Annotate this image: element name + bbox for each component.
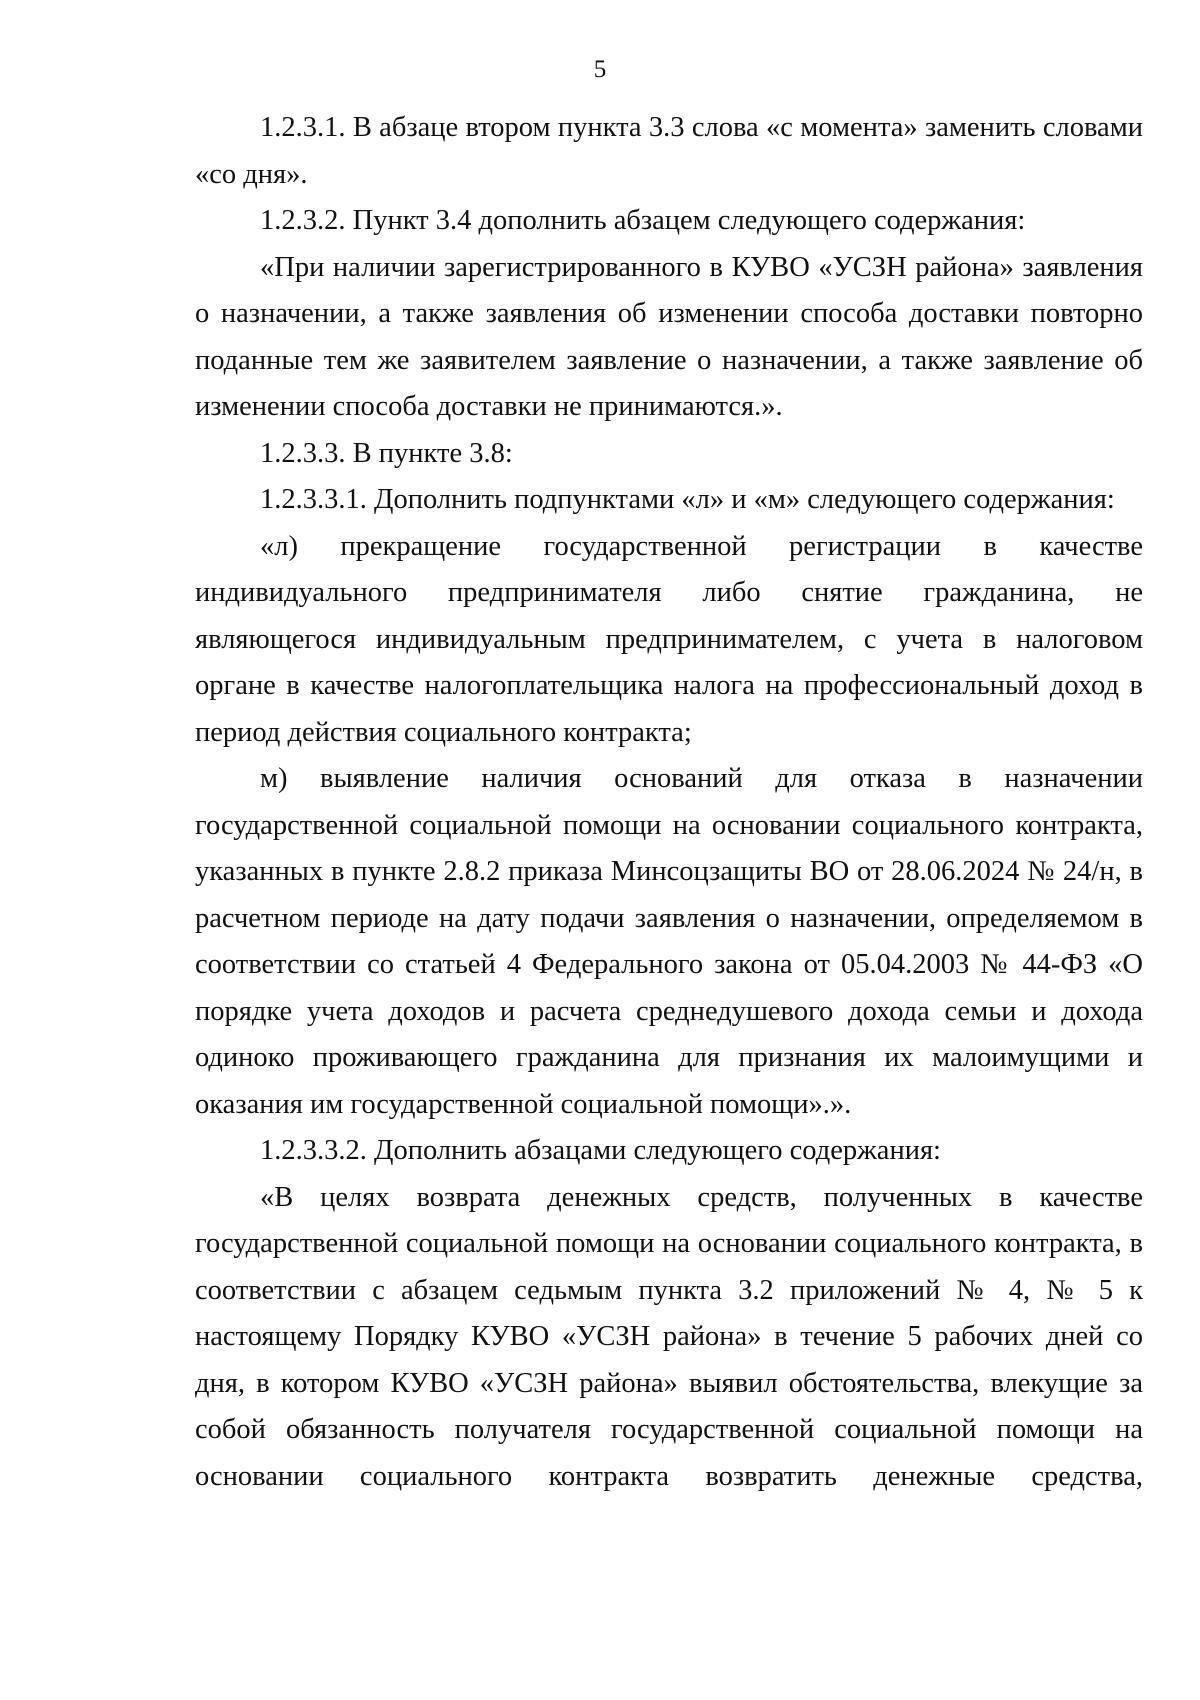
- page-number: 5: [593, 56, 607, 83]
- paragraph-1-2-3-1: 1.2.3.1. В абзаце втором пункта 3.3 слова «с момента» заменить словами «со дня».: [195, 112, 1143, 190]
- paragraph-quote-refund: «В целях возврата денежных средств, полученных в качестве государственной социальной помощи на основании социального контракта, в соответствии с абзацем седьмым пункта 3.2 приложений № 4, № 5 к настоящему Порядку КУВО «УСЗН района» в течение 5 рабочих дней со дня, в котором КУВО «УСЗН района» выявил обстоятельства, влекущие за собой обязанность получателя государственной социальной помощи на основании социального контракта возвратить денежные средства,: [195, 1181, 1143, 1492]
- paragraph-subitem-l: «л) прекращение государственной регистрации в качестве индивидуального предпринимателя либо снятие гражданина, не являющегося индивидуальным предпринимателем, с учета в налоговом органе в качестве налогоплательщика налога на профессиональный доход в период действия социального контракта;: [195, 530, 1143, 748]
- paragraph-subitem-m: м) выявление наличия оснований для отказа в назначении государственной социальной помощи на основании социального контракта, указанных в пункте 2.8.2 приказа Минсоцзащиты ВО от 28.06.2024 № 24/н, в расчетном периоде на дату подачи заявления о назначении, определяемом в соответствии со статьей 4 Федерального закона от 05.04.2003 № 44-ФЗ «О порядке учета доходов и расчета среднедушевого дохода семьи и дохода одиноко проживающего гражданина для признания их малоимущими и оказания им государственной социальной помощи».».: [195, 763, 1143, 1120]
- paragraph-1-2-3-3: 1.2.3.3. В пункте 3.8:: [260, 437, 513, 469]
- paragraph-1-2-3-3-1: 1.2.3.3.1. Дополнить подпунктами «л» и «м» следующего содержания:: [260, 484, 1115, 515]
- document-body: [195, 105, 1143, 1500]
- paragraph-quote-registered-application: «При наличии зарегистрированного в КУВО «УСЗН района» заявления о назначении, а также заявления об изменении способа доставки повторно поданные тем же заявителем заявление о назначении, а также заявление об изменении способа доставки не принимаются.».: [195, 251, 1143, 422]
- paragraph-1-2-3-3-2: 1.2.3.3.2. Дополнить абзацами следующего содержания:: [260, 1135, 941, 1166]
- paragraph-1-2-3-2: 1.2.3.2. Пункт 3.4 дополнить абзацем следующего содержания:: [260, 205, 1026, 236]
